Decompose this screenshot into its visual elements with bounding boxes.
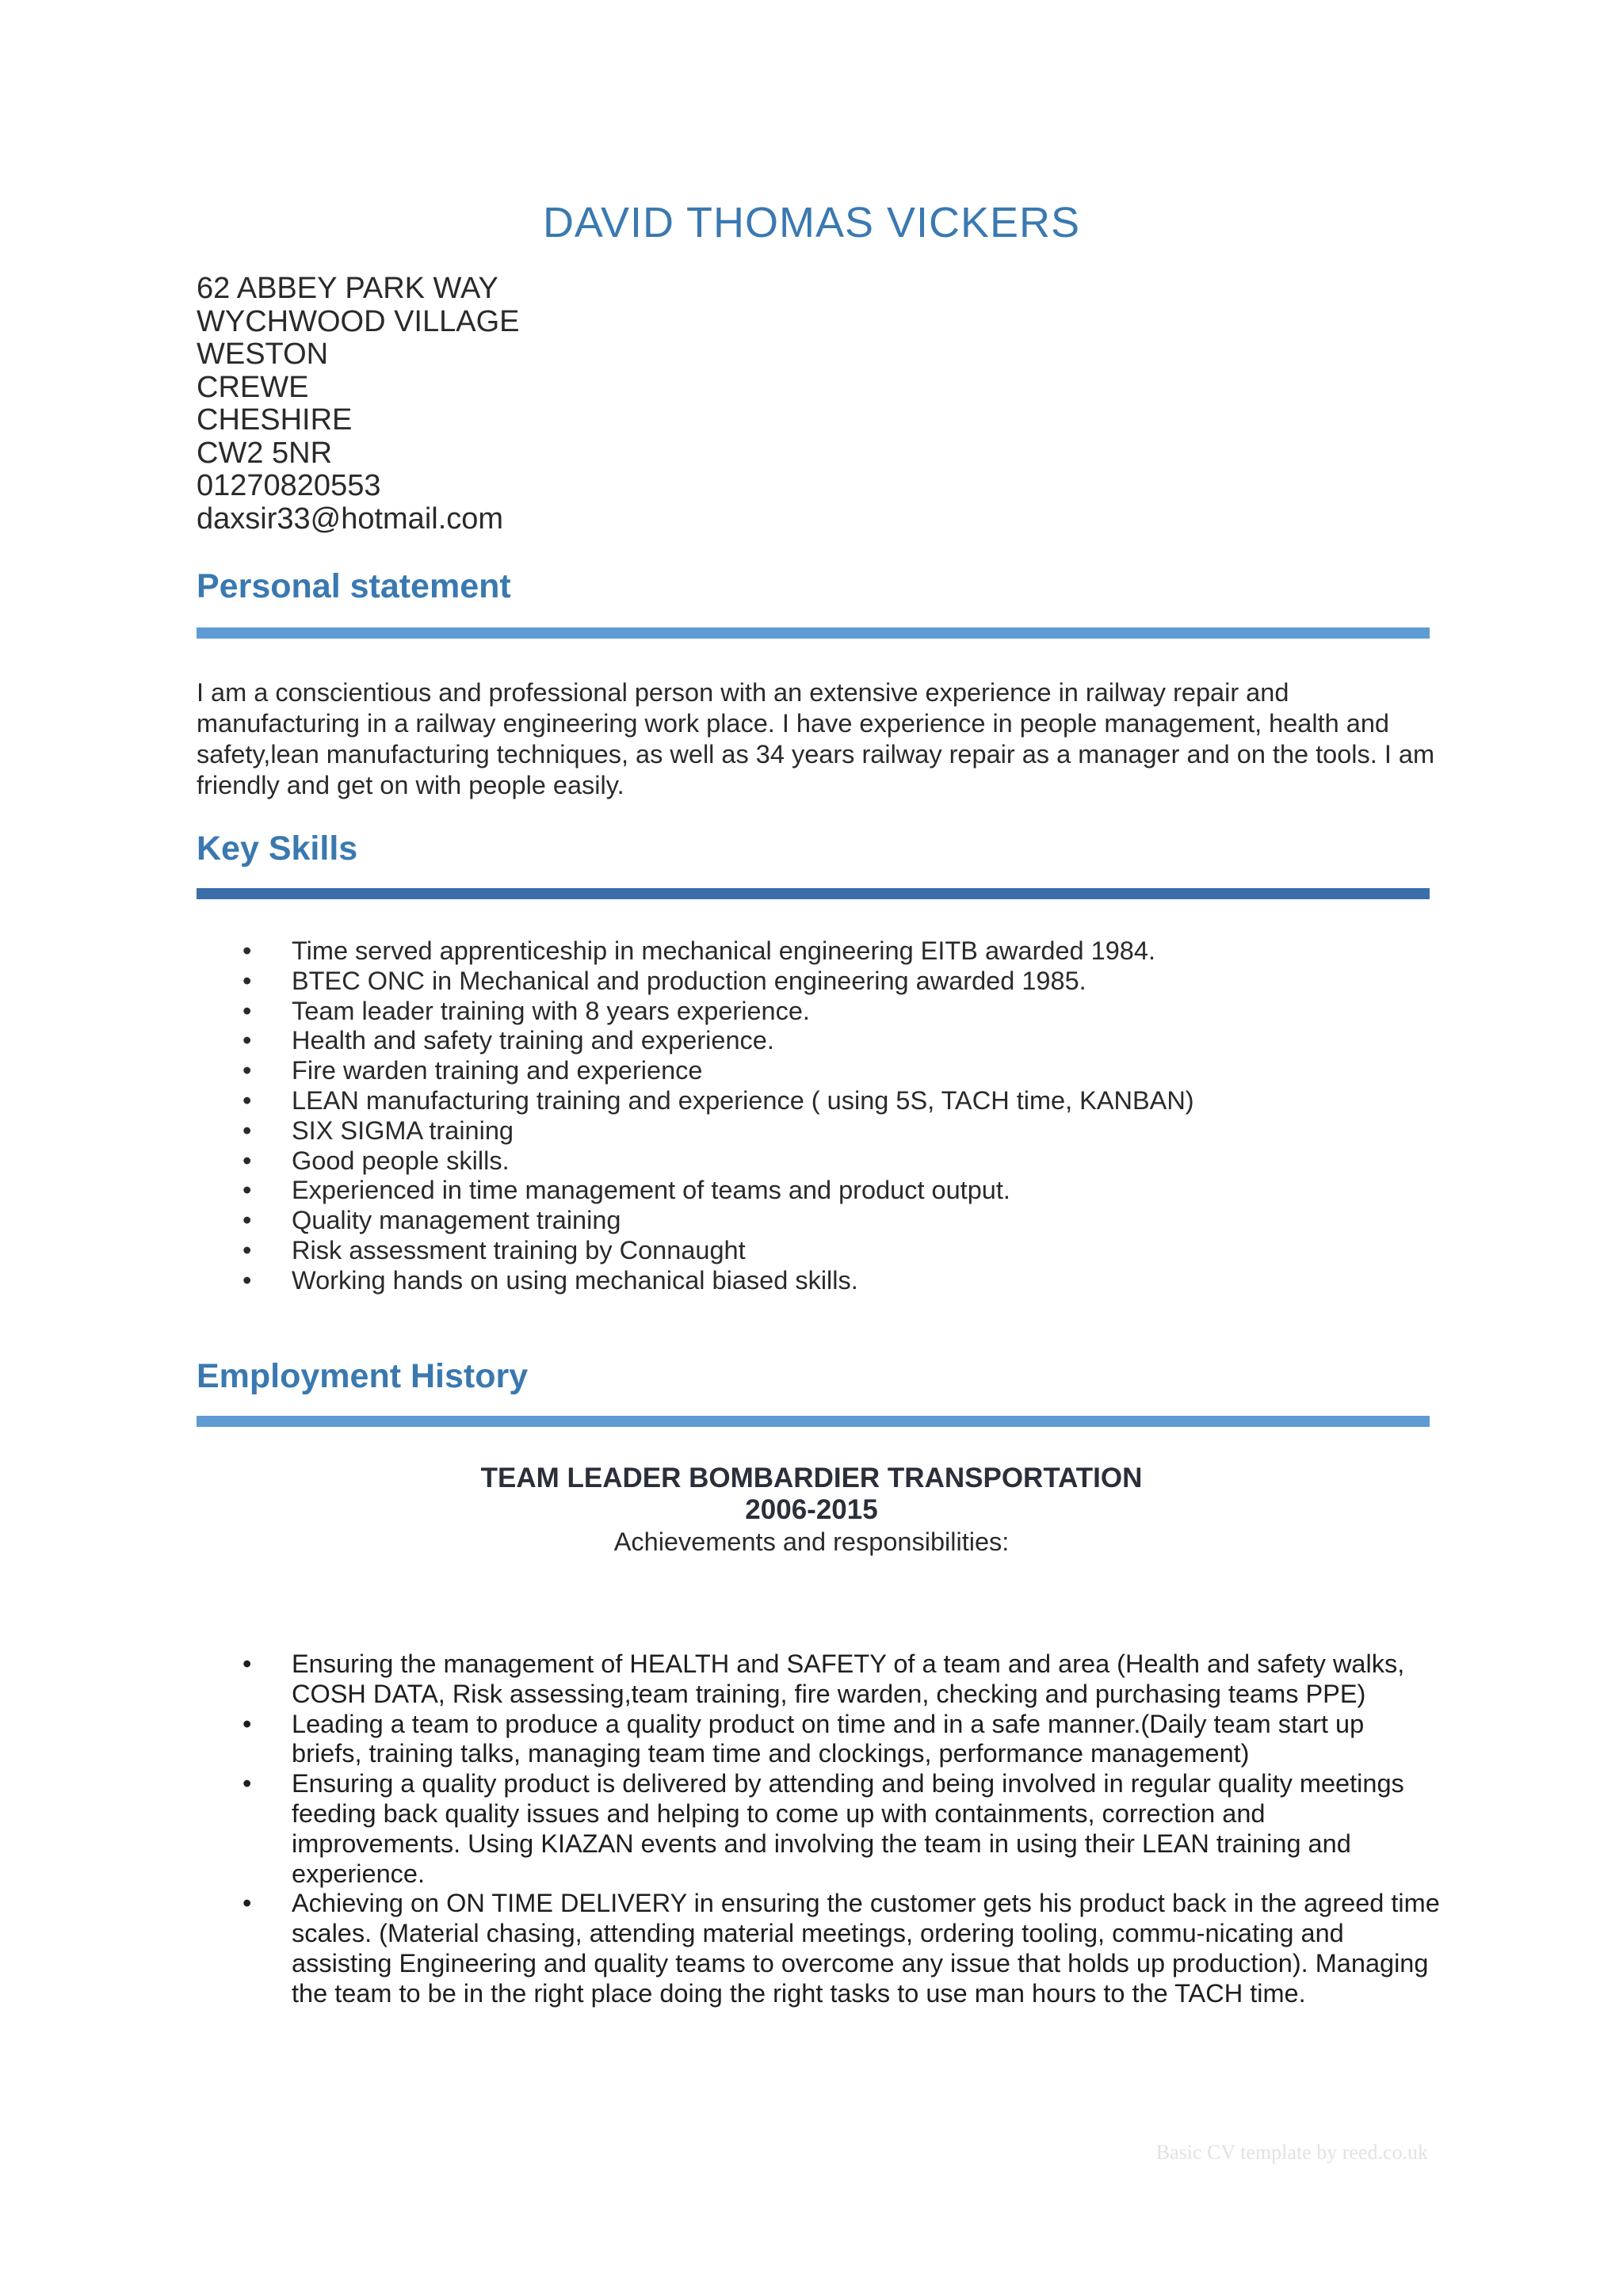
bullet-icon: • <box>242 936 252 965</box>
bullet-icon: • <box>242 1650 252 1678</box>
section-divider <box>197 888 1430 899</box>
key-skills-heading: Key Skills <box>197 830 358 868</box>
address-line: CREWE <box>197 370 309 404</box>
job-subtitle: Achievements and responsibilities: <box>613 1527 1010 1556</box>
skill-text: Time served apprenticeship in mechanical engineering EITB awarded 1984. <box>292 936 1155 965</box>
responsibility-item <box>0 1769 1441 1889</box>
skill-item <box>0 936 1194 967</box>
bullet-icon: • <box>242 1116 252 1145</box>
skill-item <box>0 1086 1194 1116</box>
bullet-icon: • <box>242 1265 252 1295</box>
bullet-icon: • <box>242 1026 252 1055</box>
skill-text: Team leader training with 8 years experience. <box>292 996 810 1025</box>
skill-text: Health and safety training and experience. <box>292 1026 774 1055</box>
bullet-icon: • <box>242 1176 252 1205</box>
skill-text: Working hands on using mechanical biased skills. <box>292 1265 858 1295</box>
personal-statement-heading: Personal statement <box>197 567 511 605</box>
skill-item <box>0 1236 1194 1266</box>
bullet-icon: • <box>242 1709 252 1738</box>
skill-item <box>0 1176 1194 1206</box>
responsibility-text: Ensuring the management of HEALTH and SAFETY of a team and area (Health and safety walks, COSH DATA, Risk assessing,team training, fire warden, checking and purchasing teams PPE) <box>292 1650 1405 1708</box>
address-line: WYCHWOOD VILLAGE <box>197 304 520 338</box>
responsibility-item <box>0 1889 1441 2008</box>
skill-item <box>0 1056 1194 1086</box>
postcode: CW2 5NR <box>197 436 333 470</box>
bullet-icon: • <box>242 1769 252 1798</box>
template-credit: Basic CV template by reed.co.uk <box>1155 2141 1428 2164</box>
responsibility-text: Ensuring a quality product is delivered by attending and being involved in regular quality meetings feeding back quality issues and helping to come up with containments, correction and improvements. Using KIAZAN events and involving the team in using their LEAN training and experience. <box>292 1769 1404 1888</box>
responsibility-item <box>0 1710 1441 1770</box>
responsibility-text: Achieving on ON TIME DELIVERY in ensuring the customer gets his product back in the agreed time scales. (Material chasing, attending material meetings, ordering tooling, commu-nicating and assisting Engineering and quality teams to overcome any issue that holds up production). Managing the team to be in the right place doing the right tasks to use man hours to the TACH time. <box>292 1889 1440 2008</box>
address-line: WESTON <box>197 338 329 371</box>
bullet-icon: • <box>242 996 252 1025</box>
bullet-icon: • <box>242 1206 252 1235</box>
responsibility-text: Leading a team to produce a quality product on time and in a safe manner.(Daily team start up briefs, training talks, managing team time and clockings, performance management) <box>292 1709 1365 1768</box>
skill-item <box>0 997 1194 1027</box>
address-line: 62 ABBEY PARK WAY <box>197 272 498 305</box>
skill-text: BTEC ONC in Mechanical and production engineering awarded 1985. <box>292 966 1086 995</box>
key-skills-list <box>0 936 1194 1296</box>
skill-item <box>0 1206 1194 1236</box>
skill-text: SIX SIGMA training <box>292 1116 514 1145</box>
employment-history-heading: Employment History <box>197 1357 529 1395</box>
email-address: daxsir33@hotmail.com <box>197 502 504 536</box>
responsibility-item <box>0 1650 1441 1710</box>
skill-text: LEAN manufacturing training and experience ( using 5S, TACH time, KANBAN) <box>292 1085 1194 1115</box>
skill-text: Fire warden training and experience <box>292 1056 703 1085</box>
section-divider <box>197 1416 1430 1427</box>
contact-details <box>197 273 520 536</box>
responsibilities-list <box>0 1650 1441 2009</box>
bullet-icon: • <box>242 1146 252 1175</box>
skill-text: Good people skills. <box>292 1146 510 1175</box>
bullet-icon: • <box>242 1235 252 1264</box>
job-title: TEAM LEADER BOMBARDIER TRANSPORTATION <box>480 1463 1143 1493</box>
bullet-icon: • <box>242 1085 252 1115</box>
personal-statement-text: I am a conscientious and professional person with an extensive experience in railway repair and manufacturing in a railway engineering work place. I have experience in people management, health and safety,lean manufacturing techniques, as well as 34 years railway repair as a manager and on the tools. I am friendly and get on with people easily. <box>197 678 1435 799</box>
skill-item <box>0 1266 1194 1296</box>
section-divider <box>197 627 1430 639</box>
skill-text: Risk assessment training by Connaught <box>292 1235 746 1264</box>
candidate-name: DAVID THOMAS VICKERS <box>542 199 1081 246</box>
skill-item <box>0 967 1194 997</box>
phone-number: 01270820553 <box>197 469 381 502</box>
job-header <box>0 1463 1623 1558</box>
bullet-icon: • <box>242 1056 252 1085</box>
skill-item <box>0 1026 1194 1056</box>
skill-text: Experienced in time management of teams and product output. <box>292 1176 1010 1205</box>
bullet-icon: • <box>242 966 252 995</box>
skill-item <box>0 1146 1194 1177</box>
skill-item <box>0 1116 1194 1146</box>
job-years: 2006-2015 <box>745 1494 878 1525</box>
address-line: CHESHIRE <box>197 403 353 437</box>
skill-text: Quality management training <box>292 1206 621 1235</box>
bullet-icon: • <box>242 1889 252 1918</box>
